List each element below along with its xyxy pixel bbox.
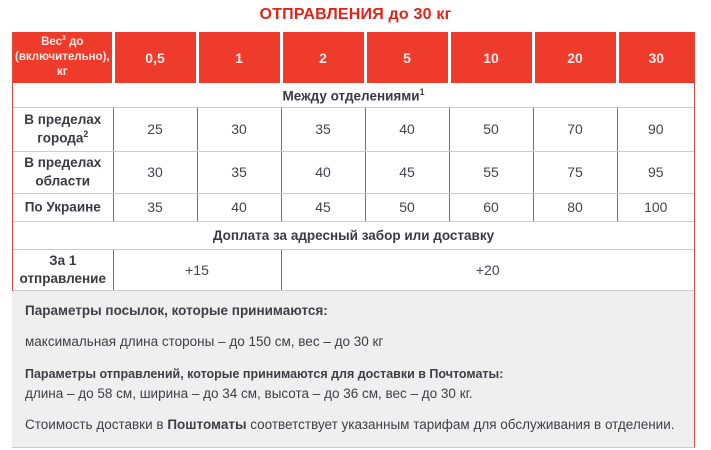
tariff-table-wrapper — [12, 32, 695, 291]
cell-surcharge-heavy: +20 — [281, 249, 694, 290]
section-between-offices — [13, 83, 694, 107]
cell-region-2: 40 — [281, 151, 365, 193]
cell-ukraine-5: 50 — [365, 193, 449, 221]
weight-header-cell — [13, 32, 113, 83]
note-postomat-text: длина – до 58 см, ширина – до 34 см, высота – до 36 см, вес – до 30 кг. — [25, 386, 473, 402]
page-title: ОТПРАВЛЕНИЯ до 30 кг — [259, 6, 452, 23]
cell-city-5: 40 — [365, 107, 449, 151]
note-cost-bold: Поштоматы — [167, 417, 247, 433]
weight-header-rest: до (включительно), кг — [15, 36, 110, 78]
note-parcels-text: максимальная длина стороны – до 150 см, вес – до 30 кг — [25, 333, 384, 349]
cell-ukraine-30: 100 — [617, 193, 694, 221]
weight-col-20: 20 — [533, 32, 617, 83]
cell-region-5: 45 — [365, 151, 449, 193]
row-label-ukraine — [13, 193, 113, 221]
row-label-per-shipment: За 1 отправление — [13, 249, 113, 290]
cell-city-2: 35 — [281, 107, 365, 151]
cell-city-10: 50 — [449, 107, 533, 151]
cell-city-0_5: 25 — [113, 107, 197, 151]
weight-col-5: 5 — [365, 32, 449, 83]
cell-ukraine-1: 40 — [197, 193, 281, 221]
section-between-text: Между отделениями — [282, 88, 420, 103]
section-between-offices-label — [13, 83, 694, 107]
note-cost-prefix: Стоимость доставки в — [25, 417, 168, 433]
cell-city-30: 90 — [617, 107, 694, 151]
row-label-region-text: В пределах области — [24, 154, 102, 189]
weight-col-0_5: 0,5 — [113, 32, 197, 83]
cell-region-20: 75 — [533, 151, 617, 193]
weight-col-1: 1 — [197, 32, 281, 83]
cell-ukraine-0_5: 35 — [113, 193, 197, 221]
cell-surcharge-light: +15 — [113, 249, 281, 290]
section-surcharge-label: Доплата за адресный забор или доставку — [13, 221, 694, 249]
note-cost-suffix: соответствует указанным тарифам для обслуживания в отделении. — [246, 417, 675, 433]
cell-ukraine-2: 45 — [281, 193, 365, 221]
note-parcels-heading: Параметры посылок, которые принимаются: — [25, 302, 328, 318]
weight-header-row — [13, 32, 694, 83]
cell-region-0_5: 30 — [113, 151, 197, 193]
table-row-ukraine — [13, 193, 694, 221]
cell-region-30: 95 — [617, 151, 694, 193]
note-postomat-cost — [25, 417, 680, 434]
section-between-footnote: 1 — [419, 86, 425, 97]
table-row-region — [13, 151, 694, 193]
row-label-city-text: В пределах города — [24, 111, 102, 146]
section-surcharge — [13, 221, 694, 249]
cell-region-1: 35 — [197, 151, 281, 193]
cell-city-1: 30 — [197, 107, 281, 151]
tariff-table — [13, 32, 694, 291]
weight-col-30: 30 — [617, 32, 694, 83]
cell-city-20: 70 — [533, 107, 617, 151]
weight-header-text: Вес — [41, 36, 63, 49]
weight-header-footnote: 3 — [62, 35, 66, 43]
weight-col-2: 2 — [281, 32, 365, 83]
cell-ukraine-10: 60 — [449, 193, 533, 221]
tariff-content — [12, 32, 695, 448]
cell-region-10: 55 — [449, 151, 533, 193]
row-label-region — [13, 151, 113, 193]
note-postomat-heading: Параметры отправлений, которые принимаются для доставки в Почтоматы: — [25, 366, 504, 381]
cell-ukraine-20: 80 — [533, 193, 617, 221]
table-row-surcharge — [13, 249, 694, 290]
row-label-ukraine-text: По Украине — [24, 199, 101, 215]
weight-col-10: 10 — [449, 32, 533, 83]
row-label-city — [13, 107, 113, 151]
notes-panel — [12, 291, 695, 448]
row-label-city-footnote: 2 — [83, 128, 89, 139]
table-row-city — [13, 107, 694, 151]
